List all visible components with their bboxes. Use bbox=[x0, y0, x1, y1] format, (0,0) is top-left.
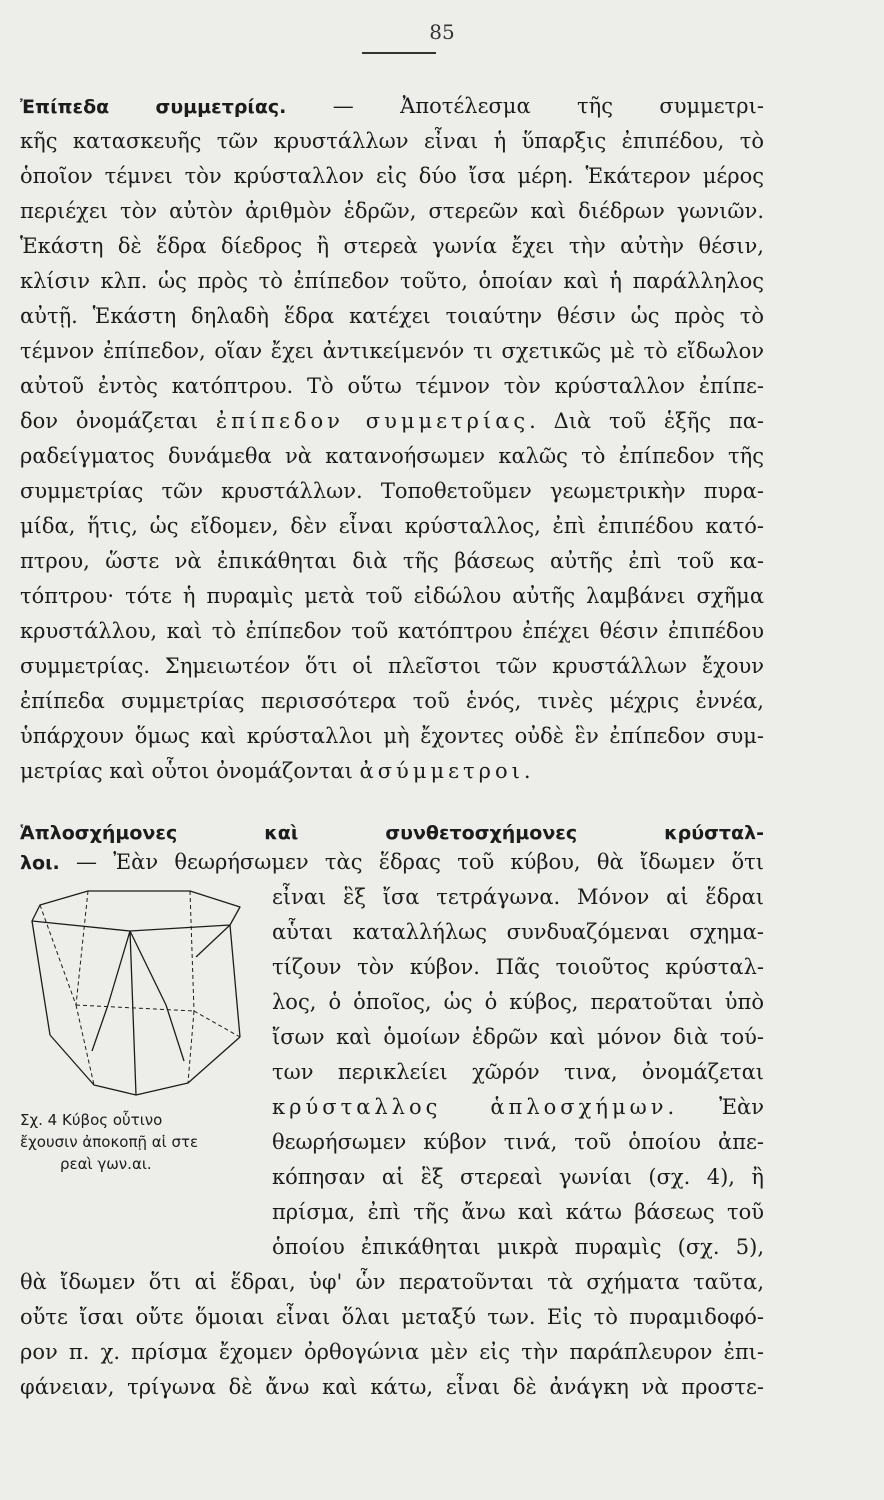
section-heading: Ἐπίπεδα συμμετρίας. bbox=[20, 96, 287, 118]
paragraph-line: τέμνον ἐπίπεδον, οἵαν ἔχει ἀντικείμενόν τι σχετικῶς μὲ τὸ εἴδωλον bbox=[20, 339, 764, 363]
paragraph-line: μίδα, ἥτις, ὡς εἴδομεν, δὲν εἶναι κρύσταλλος, ἐπὶ ἐπιπέδου κατό- bbox=[20, 514, 764, 538]
paragraph-line: δον ὀνομάζεται ἐπίπεδον συμμετρίας. Διὰ τοῦ ἑξῆς πα- bbox=[20, 409, 764, 433]
paragraph-line: εἶναι ἓξ ἴσα τετράγωνα. Μόνον αἱ ἕδραι bbox=[272, 885, 764, 909]
section-heading: Ἁπλοσχήμονες καὶ συνθετοσχήμονες κρύσταλ- bbox=[20, 822, 764, 844]
paragraph-line: των περικλείει χῶρόν τινα, ὀνομάζεται bbox=[272, 1060, 764, 1084]
page-number: 85 bbox=[429, 20, 455, 44]
paragraph-line: πτρου, ὥστε νὰ ἐπικάθηται διὰ τῆς βάσεως αὐτῆς ἐπὶ τοῦ κα- bbox=[20, 549, 764, 573]
paragraph-line: ὁποίου ἐπικάθηται μικρὰ πυραμὶς (σχ. 5), bbox=[272, 1235, 764, 1259]
term-simple-crystal: κρύσταλλος ἁπλοσχήμων bbox=[272, 1095, 668, 1119]
paragraph-line: κρυστάλλου, καὶ τὸ ἐπίπεδον τοῦ κατόπτρου ἐπέχει θέσιν ἐπιπέδου bbox=[20, 619, 764, 643]
paragraph-line: ραδείγματος δυνάμεθα νὰ κατανοήσωμεν καλῶς τὸ ἐπίπεδον τῆς bbox=[20, 444, 764, 468]
term-asymmetric: ἀσύμμετροι bbox=[359, 759, 524, 783]
paragraph-line: ρον π. χ. πρίσμα ἔχομεν ὀρθογώνια μὲν εἰς τὴν παράπλευρον ἐπι- bbox=[20, 1340, 764, 1364]
paragraph-line: τόπτρου· τότε ἡ πυραμὶς μετὰ τοῦ εἰδώλου αὐτῆς λαμβάνει σχῆμα bbox=[20, 584, 764, 608]
paragraph-line: ἐπίπεδα συμμετρίας περισσότερα τοῦ ἑνός, τινὲς μέχρις ἐννέα, bbox=[20, 689, 764, 713]
paragraph-line: λος, ὁ ὁποῖος, ὡς ὁ κύβος, περατοῦται ὑπὸ bbox=[272, 990, 764, 1014]
paragraph-line: περιέχει τὸν αὐτὸν ἀριθμὸν ἑδρῶν, στερεῶν καὶ διέδρων γωνιῶν. bbox=[20, 199, 764, 223]
paragraph-line: αὐτοῦ ἐντὸς κατόπτρου. Τὸ οὕτω τέμνον τὸν κρύσταλλον ἐπίπε- bbox=[20, 374, 764, 398]
term-symmetry-plane: ἐπίπεδον συμμετρίας bbox=[215, 409, 530, 433]
paragraph-line: αὐτῇ. Ἑκάστη δηλαδὴ ἕδρα κατέχει τοιαύτην θέσιν ὡς πρὸς τὸ bbox=[20, 304, 764, 328]
paragraph-line: συμμετρίας. Σημειωτέον ὅτι οἱ πλεῖστοι τῶν κρυστάλλων ἔχουν bbox=[20, 654, 764, 678]
paragraph-line: Ἐπίπεδα συμμετρίας. — Ἀποτέλεσμα τῆς συμμετρι- bbox=[20, 94, 764, 118]
paragraph-line: κόπησαν αἱ ἓξ στερεαὶ γωνίαι (σχ. 4), ἢ bbox=[272, 1165, 764, 1189]
paragraph-line: μετρίας καὶ οὗτοι ὀνομάζονται ἀσύμμετροι. bbox=[20, 759, 531, 783]
paragraph-line: θεωρήσωμεν κύβον τινά, τοῦ ὁποίου ἀπε- bbox=[272, 1130, 764, 1154]
figure-caption: ἔχουσιν ἀποκοπῇ αἱ στε bbox=[20, 1133, 199, 1151]
paragraph-line: ὑπάρχουν ὅμως καὶ κρύσταλλοι μὴ ἔχοντες οὐδὲ ἓν ἐπίπεδον συμ- bbox=[20, 724, 764, 748]
paragraph-line: κλίσιν κλπ. ὡς πρὸς τὸ ἐπίπεδον τοῦτο, ὁποίαν καὶ ἡ παράλληλος bbox=[20, 269, 764, 293]
paragraph-line: λοι. — Ἐὰν θεωρήσωμεν τὰς ἕδρας τοῦ κύβου, θὰ ἴδωμεν ὅτι bbox=[20, 850, 764, 874]
paragraph-line: φάνειαν, τρίγωνα δὲ ἄνω καὶ κάτω, εἶναι δὲ ἀνάγκη νὰ προστε- bbox=[20, 1375, 764, 1399]
paragraph-line: κῆς κατασκευῆς τῶν κρυστάλλων εἶναι ἡ ὕπαρξις ἐπιπέδου, τὸ bbox=[20, 129, 764, 153]
paragraph-line: οὔτε ἴσαι οὔτε ὅμοιαι εἶναι ὅλαι μεταξύ των. Εἰς τὸ πυραμιδοφό- bbox=[20, 1305, 764, 1329]
figure-caption: Σχ. 4 Κύβος οὗτινο bbox=[20, 1111, 163, 1129]
paragraph-line: συμμετρίας τῶν κρυστάλλων. Τοποθετοῦμεν γεωμετρικὴν πυρα- bbox=[20, 479, 764, 503]
paragraph-line: κρύσταλλος ἁπλοσχήμων. Ἐὰν bbox=[272, 1095, 764, 1119]
paragraph-line: Ἑκάστη δὲ ἕδρα δίεδρος ἢ στερεὰ γωνία ἔχει τὴν αὐτὴν θέσιν, bbox=[20, 234, 764, 258]
page-number-rule bbox=[362, 52, 436, 54]
paragraph-line: τίζουν τὸν κύβον. Πᾶς τοιοῦτος κρύσταλ- bbox=[272, 955, 764, 979]
figure-caption: ρεαὶ γων.αι. bbox=[60, 1155, 152, 1173]
paragraph-line: πρίσμα, ἐπὶ τῆς ἄνω καὶ κάτω βάσεως τοῦ bbox=[272, 1200, 764, 1224]
paragraph-line: ὁποῖον τέμνει τὸν κρύσταλλον εἰς δύο ἴσα μέρη. Ἑκάτερον μέρος bbox=[20, 164, 764, 188]
paragraph-line: θὰ ἴδωμεν ὅτι αἱ ἕδραι, ὑφ' ὧν περατοῦνται τὰ σχήματα ταῦτα, bbox=[20, 1270, 764, 1294]
truncated-cube-diagram-icon bbox=[18, 885, 258, 1105]
paragraph-line: ἴσων καὶ ὁμοίων ἑδρῶν καὶ μόνον διὰ τού- bbox=[272, 1025, 764, 1049]
paragraph-line: αὗται καταλλήλως συνδυαζόμεναι σχημα- bbox=[272, 920, 764, 944]
